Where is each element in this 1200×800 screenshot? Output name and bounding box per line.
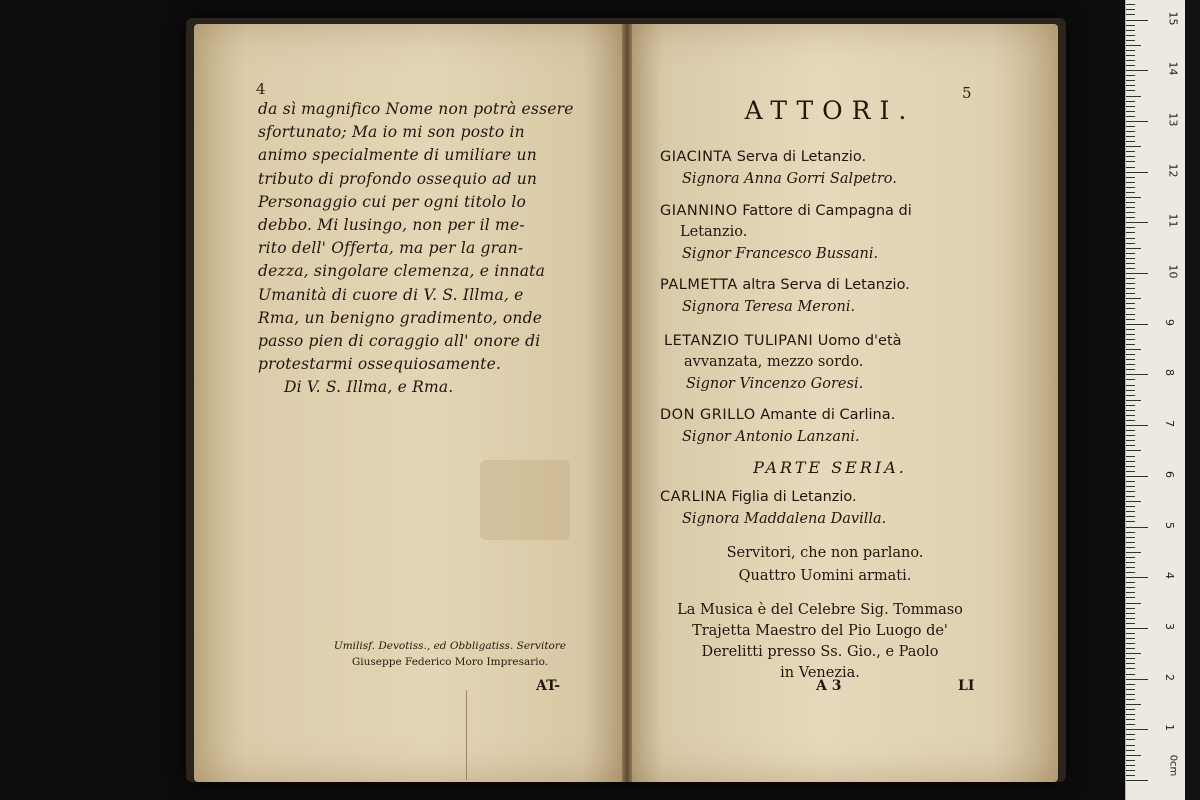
character-role: Fattore di Campagna di [742, 203, 912, 219]
ruler-tick [1126, 658, 1135, 659]
ruler-tick [1126, 729, 1148, 730]
singer-name: Signor Vincenzo Goresi. [686, 376, 864, 392]
ruler-tick [1126, 379, 1135, 380]
ruler-tick [1126, 182, 1135, 183]
ruler-tick [1126, 319, 1135, 320]
ruler-tick [1126, 684, 1135, 685]
ruler-tick [1126, 648, 1135, 649]
ruler-tick [1126, 70, 1148, 71]
character-name: GIANNINO [660, 203, 738, 219]
bleed-through-stain [480, 460, 570, 540]
ruler-tick [1126, 668, 1135, 669]
ruler-tick [1126, 719, 1135, 720]
ruler-tick [1126, 222, 1148, 223]
ruler-tick [1126, 101, 1135, 102]
ruler-tick [1126, 597, 1135, 598]
ruler-tick [1126, 55, 1135, 56]
ruler-tick [1126, 268, 1135, 269]
ruler-tick [1126, 516, 1135, 517]
text-line: tributo di profondo ossequio ad un [258, 169, 538, 188]
ruler-tick [1126, 572, 1135, 573]
ruler-tick [1126, 344, 1135, 345]
ruler-tick [1126, 770, 1135, 771]
ruler-tick [1126, 390, 1135, 391]
ruler-label: 3 [1163, 622, 1176, 630]
ruler-tick [1126, 674, 1135, 675]
character-role: Uomo d'età [817, 333, 902, 349]
character-role: altra Serva di Letanzio. [742, 277, 910, 293]
left-catchword: AT- [536, 678, 561, 694]
book-gutter [622, 24, 632, 782]
ruler-label: 4 [1163, 572, 1176, 580]
ruler-tick [1126, 131, 1135, 132]
cast-entry [660, 404, 1020, 449]
ruler-tick [1126, 496, 1135, 497]
ruler-tick [1126, 532, 1135, 533]
ruler-tick [1126, 521, 1135, 522]
ruler-tick [1126, 456, 1135, 457]
ruler-tick [1126, 618, 1135, 619]
ruler-tick [1126, 400, 1141, 401]
ruler-tick [1126, 638, 1135, 639]
ruler-tick [1126, 359, 1135, 360]
text-line: da sì magnifico Nome non potrà essere [258, 100, 574, 118]
text-line: Personaggio cui per ogni titolo lo [258, 192, 527, 211]
ruler-tick [1126, 106, 1135, 107]
ruler-tick [1126, 253, 1135, 254]
ruler-tick [1126, 527, 1148, 528]
left-page-body [258, 98, 598, 400]
ruler-tick [1126, 172, 1148, 173]
ruler-label: 11 [1166, 213, 1180, 228]
ruler-tick [1126, 450, 1141, 451]
supernumeraries [660, 542, 990, 588]
singer-name: Signor Antonio Lanzani. [682, 429, 860, 445]
ruler-tick [1126, 395, 1135, 396]
ruler-tick [1126, 739, 1135, 740]
ruler-tick [1126, 273, 1148, 274]
character-role-continued: avvanzata, mezzo sordo. [684, 354, 864, 370]
ruler-tick [1126, 60, 1135, 61]
ruler-tick [1126, 278, 1135, 279]
ruler-tick [1126, 238, 1135, 239]
ruler-tick [1126, 628, 1148, 629]
ruler-tick [1126, 25, 1135, 26]
left-page-footer [300, 638, 600, 670]
music-credit [650, 600, 990, 684]
ruler-tick [1126, 192, 1135, 193]
ruler-tick [1126, 633, 1135, 634]
ruler-tick [1126, 111, 1135, 112]
ruler-tick [1126, 461, 1135, 462]
ruler-tick [1126, 161, 1135, 162]
ruler-tick [1126, 547, 1135, 548]
character-role: Figlia di Letanzio. [731, 489, 857, 505]
ruler-tick [1126, 20, 1148, 21]
footer-signatory: Giuseppe Federico Moro Impresario. [351, 656, 549, 668]
ruler-tick [1126, 35, 1135, 36]
ruler-tick [1126, 80, 1135, 81]
character-name: LETANZIO TULIPANI [664, 333, 814, 349]
text-line: sfortunato; Ma io mi son posto in [258, 123, 525, 142]
text-line: dezza, singolare clemenza, e innata [258, 262, 546, 281]
ruler-unit-label: 0cm [1167, 754, 1179, 777]
ruler-tick [1126, 329, 1135, 330]
ruler-tick [1126, 623, 1135, 624]
ruler-tick [1126, 177, 1135, 178]
ruler-tick [1126, 126, 1135, 127]
ruler-tick [1126, 65, 1135, 66]
ruler-tick [1126, 643, 1135, 644]
closing-line: Di V. S. Illma, e Rma. [284, 378, 454, 397]
ruler-tick [1126, 552, 1141, 553]
text-line: rito dell' Offerta, ma per la gran- [258, 239, 524, 258]
ruler-tick [1126, 704, 1141, 705]
text-line: Rma, un benigno gradimento, onde [258, 308, 543, 327]
singer-name: Signora Anna Gorri Salpetro. [682, 171, 897, 187]
ruler-tick [1126, 613, 1135, 614]
ruler-label: 9 [1163, 318, 1176, 326]
ruler-label: 2 [1163, 673, 1176, 681]
ruler-tick [1126, 96, 1141, 97]
ruler-tick [1126, 765, 1135, 766]
ruler-tick [1126, 501, 1141, 502]
text-line: La Musica è del Celebre Sig. Tommaso [677, 602, 963, 618]
ruler-tick [1126, 435, 1135, 436]
ruler-tick [1126, 30, 1135, 31]
ruler-tick [1126, 466, 1135, 467]
ruler-label: 1 [1163, 724, 1176, 732]
text-line: Umanità di cuore di V. S. Illma, e [258, 285, 524, 304]
ruler-tick [1126, 724, 1135, 725]
ruler-tick [1126, 217, 1135, 218]
ruler-label: 8 [1163, 369, 1176, 377]
ruler-tick [1126, 248, 1141, 249]
text-line: passo pien di coraggio all' onore di [258, 332, 541, 351]
ruler-tick [1126, 471, 1135, 472]
page-crease [466, 690, 467, 780]
ruler-tick [1126, 85, 1135, 86]
ruler-label: 15 [1166, 11, 1180, 25]
measurement-ruler [1125, 0, 1186, 800]
ruler-tick [1126, 90, 1135, 91]
ruler-tick [1126, 760, 1135, 761]
footer-dedication: Umilisf. Devotiss., ed Obbligatiss. Servitore [333, 640, 567, 652]
text-line: in Venezia. [780, 665, 860, 681]
ruler-tick [1126, 689, 1135, 690]
ruler-edge [1185, 0, 1200, 800]
ruler-tick [1126, 405, 1135, 406]
ruler-tick [1126, 562, 1135, 563]
ruler-tick [1126, 364, 1135, 365]
ruler-tick [1126, 156, 1135, 157]
text-line: Derelitti presso Ss. Gio., e Paolo [701, 644, 939, 660]
text-line: animo specialmente di umiliare un [258, 146, 537, 165]
ruler-tick [1126, 303, 1135, 304]
ruler-tick [1126, 557, 1135, 558]
ruler-label: 13 [1166, 112, 1180, 127]
ruler-tick [1126, 481, 1135, 482]
ruler-tick [1126, 577, 1148, 578]
ruler-tick [1126, 339, 1135, 340]
ruler-tick [1126, 45, 1141, 46]
left-page-number: 4 [256, 80, 266, 98]
ruler-tick [1126, 476, 1148, 477]
ruler-tick [1126, 440, 1135, 441]
ruler-tick [1126, 714, 1135, 715]
ruler-tick [1126, 780, 1148, 781]
character-name: CARLINA [660, 489, 727, 505]
ruler-tick [1126, 410, 1135, 411]
ruler-tick [1126, 506, 1135, 507]
ruler-tick [1126, 734, 1135, 735]
ruler-tick [1126, 537, 1135, 538]
ruler-label: 5 [1163, 521, 1176, 529]
ruler-tick [1126, 755, 1141, 756]
text-line: Quattro Uomini armati. [738, 568, 912, 584]
ruler-tick [1126, 14, 1135, 15]
ruler-tick [1126, 334, 1135, 335]
ruler-tick [1126, 750, 1135, 751]
ruler-tick [1126, 298, 1141, 299]
ruler-tick [1126, 486, 1135, 487]
ruler-tick [1126, 207, 1135, 208]
ruler-tick [1126, 40, 1135, 41]
ruler-tick [1126, 369, 1135, 370]
ruler-label: 7 [1163, 420, 1176, 428]
ruler-tick [1126, 694, 1135, 695]
ruler-tick [1126, 582, 1135, 583]
ruler-tick [1126, 445, 1135, 446]
ruler-tick [1126, 288, 1135, 289]
ruler-tick [1126, 293, 1135, 294]
character-name: GIACINTA [660, 149, 733, 165]
cast-entry [660, 146, 1020, 191]
right-page-number: 5 [962, 84, 972, 102]
ruler-tick [1126, 202, 1135, 203]
ruler-tick [1126, 542, 1135, 543]
character-role-continued: Letanzio. [680, 224, 748, 240]
ruler-tick [1126, 511, 1135, 512]
ruler-tick [1126, 232, 1135, 233]
ruler-tick [1126, 4, 1135, 5]
ruler-tick [1126, 775, 1135, 776]
ruler-tick [1126, 283, 1135, 284]
ruler-tick [1126, 212, 1135, 213]
ruler-tick [1126, 50, 1135, 51]
ruler-tick [1126, 653, 1141, 654]
ruler-tick [1126, 603, 1141, 604]
cast-entry [660, 486, 1020, 531]
ruler-tick [1126, 415, 1135, 416]
singer-name: Signora Maddalena Davilla. [682, 511, 887, 527]
character-name: DON GRILLO [660, 407, 756, 423]
ruler-tick [1126, 663, 1135, 664]
ruler-tick [1126, 699, 1135, 700]
character-role: Serva di Letanzio. [736, 149, 867, 165]
ruler-tick [1126, 354, 1135, 355]
text-line: Trajetta Maestro del Pio Luogo de' [692, 623, 948, 639]
text-line: debbo. Mi lusingo, non per il me- [258, 216, 525, 235]
ruler-tick [1126, 324, 1148, 325]
singer-name: Signora Teresa Meroni. [682, 299, 856, 315]
ruler-tick [1126, 75, 1135, 76]
ruler-tick [1126, 151, 1135, 152]
ruler-tick [1126, 709, 1135, 710]
cast-entry [660, 200, 1020, 266]
ruler-tick [1126, 187, 1135, 188]
ruler-tick [1126, 146, 1141, 147]
ruler-tick [1126, 314, 1135, 315]
signature-mark: A 3 [816, 678, 842, 694]
ruler-tick [1126, 374, 1148, 375]
page-title: ATTORI. [744, 96, 916, 125]
ruler-tick [1126, 197, 1141, 198]
ruler-tick [1126, 227, 1135, 228]
ruler-tick [1126, 308, 1135, 309]
character-name: PALMETTA [660, 277, 738, 293]
ruler-tick [1126, 425, 1148, 426]
ruler-tick [1126, 349, 1141, 350]
ruler-label: 6 [1163, 470, 1176, 478]
text-line: Servitori, che non parlano. [726, 545, 924, 561]
ruler-tick [1126, 745, 1135, 746]
ruler-tick [1126, 136, 1135, 137]
ruler-label: 10 [1166, 264, 1180, 279]
ruler-tick [1126, 263, 1135, 264]
ruler-label: 14 [1166, 61, 1180, 76]
singer-name: Signor Francesco Bussani. [682, 246, 879, 262]
ruler-label: 12 [1166, 163, 1180, 178]
ruler-tick [1126, 608, 1135, 609]
ruler-tick [1126, 385, 1135, 386]
cast-entry [660, 274, 1020, 319]
ruler-tick [1126, 121, 1148, 122]
ruler-tick [1126, 592, 1135, 593]
ruler-tick [1126, 116, 1135, 117]
ruler-tick [1126, 420, 1135, 421]
ruler-tick [1126, 567, 1135, 568]
ruler-tick [1126, 679, 1148, 680]
ruler-tick [1126, 243, 1135, 244]
ruler-tick [1126, 430, 1135, 431]
right-catchword: LI [958, 678, 975, 694]
ruler-tick [1126, 258, 1135, 259]
ruler-tick [1126, 9, 1135, 10]
cast-entry [664, 330, 1024, 396]
text-line: protestarmi ossequiosamente. [258, 355, 502, 374]
character-role: Amante di Carlina. [760, 407, 896, 423]
ruler-tick [1126, 141, 1135, 142]
ruler-tick [1126, 587, 1135, 588]
ruler-tick [1126, 491, 1135, 492]
ruler-tick [1126, 167, 1135, 168]
section-heading: PARTE SERIA. [753, 458, 907, 477]
